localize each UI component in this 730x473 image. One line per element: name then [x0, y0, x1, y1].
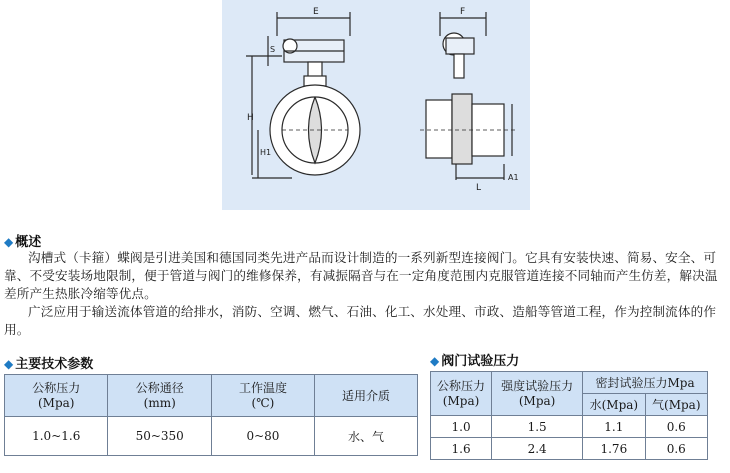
- test-cell-nominal: 1.0: [431, 416, 492, 438]
- test-header-row-1: [431, 372, 708, 394]
- test-header-nominal: [431, 372, 492, 416]
- label-s: S: [270, 45, 276, 54]
- params-heading: [4, 353, 93, 372]
- label-e: E: [313, 7, 319, 17]
- test-cell-water: 1.76: [583, 438, 645, 460]
- overview-heading: [4, 231, 41, 250]
- test-cell-gas: 0.6: [645, 416, 707, 438]
- params-cell-pressure: 1.0~1.6: [5, 417, 108, 456]
- diamond-icon: ◆: [4, 235, 14, 249]
- header-text: 公称通径: [135, 380, 184, 395]
- params-table: [4, 374, 418, 456]
- header-unit: (mm): [143, 395, 176, 410]
- params-header-nominal-diameter: [108, 375, 211, 417]
- overview-heading-text: 概述: [15, 235, 42, 250]
- test-cell-strength: 1.5: [492, 416, 583, 438]
- header-text: 公称压力: [32, 380, 81, 395]
- params-header-row: [5, 375, 418, 417]
- params-header-working-temperature: [211, 375, 314, 417]
- side-view: [420, 12, 518, 180]
- label-f: F: [460, 7, 466, 17]
- test-header-water: 水(Mpa): [583, 394, 645, 416]
- header-unit: (Mpa): [518, 393, 556, 408]
- diamond-icon: ◆: [430, 354, 440, 368]
- label-l: L: [476, 183, 482, 193]
- label-h: H: [247, 113, 254, 123]
- header-unit: (Mpa): [37, 395, 75, 410]
- valve-drawing-svg: [222, 0, 530, 210]
- header-text: 工作温度: [238, 380, 287, 395]
- label-h1: H1: [260, 148, 272, 157]
- diamond-icon: ◆: [4, 357, 14, 371]
- test-heading-text: 阀门试验压力: [441, 354, 520, 369]
- test-header-strength: [492, 372, 583, 416]
- overview-paragraph-1: 沟槽式（卡箍）蝶阀是引进美国和德国同类先进产品而设计制造的一系列新型连接阀门。它具有安装快速、简易、安全、可靠、不受安装场地限制，便于管道与阀门的维修保养，有减振隔音与在一定角度范围内克服管道连接不同轴而产生仿差，解决温差所产生热胀冷缩等优点。: [4, 250, 718, 301]
- header-text: 强度试验压力: [501, 378, 574, 393]
- params-cell-diameter: 50~350: [108, 417, 211, 456]
- label-a1: A1: [508, 173, 519, 182]
- header-unit: (Mpa): [442, 393, 480, 408]
- params-heading-text: 主要技术参数: [15, 357, 94, 372]
- overview-paragraph-2: 广泛应用于输送流体管道的给排水，消防、空调、燃气、石油、化工、水处理、市政、造船等管道工程，作为控制流体的作用。: [4, 304, 717, 337]
- test-header-gas: 气(Mpa): [645, 394, 707, 416]
- valve-drawing: [222, 0, 530, 210]
- test-cell-nominal: 1.6: [431, 438, 492, 460]
- test-cell-strength: 2.4: [492, 438, 583, 460]
- params-cell-medium: 水、气: [314, 417, 417, 456]
- test-table: [430, 371, 708, 460]
- header-unit: (℃): [251, 395, 275, 410]
- table-row: [431, 416, 708, 438]
- header-text: 公称压力: [437, 378, 486, 393]
- table-row: [5, 417, 418, 456]
- test-header-seal: 密封试验压力Mpa: [583, 372, 708, 394]
- params-header-nominal-pressure: [5, 375, 108, 417]
- params-header-medium: 适用介质: [314, 375, 417, 417]
- test-cell-gas: 0.6: [645, 438, 707, 460]
- test-cell-water: 1.1: [583, 416, 645, 438]
- table-row: [431, 438, 708, 460]
- params-cell-temperature: 0~80: [211, 417, 314, 456]
- test-heading: [430, 350, 519, 369]
- overview-text: [4, 249, 718, 339]
